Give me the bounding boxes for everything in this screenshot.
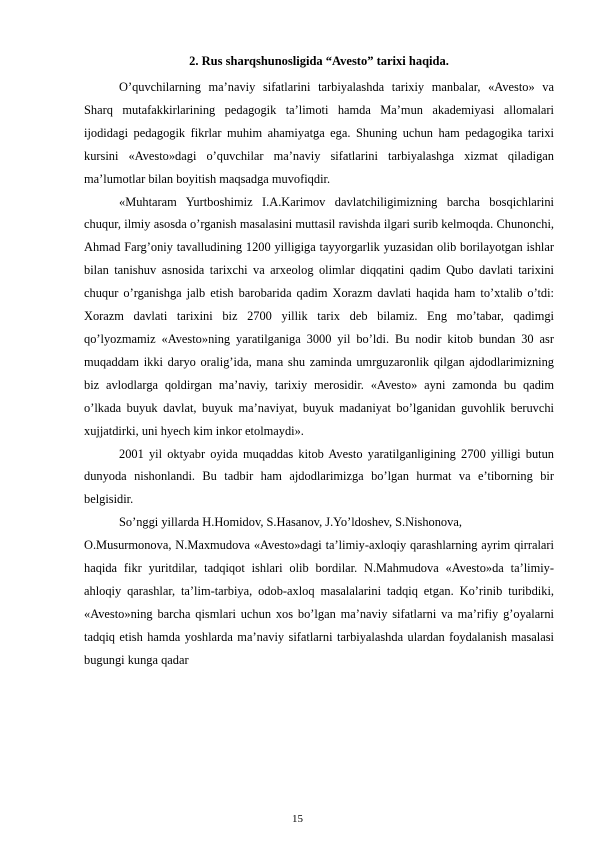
paragraph-2: «Muhtaram Yurtboshimiz I.A.Karimov davlatchiligimizning barcha bosqichlarini chuqur, ilmiy asosda o’rganish masalasini muttasil ravishda ilgari surib kelmoqda. Chunonchi, Ahmad Farg’oniy tavalludining 1200 yilligiga tayyorgarlik yuzasidan olib borilayotgan ishlar bilan tanishuv asnosida tarixchi va arxeolog olimlar diqqatini qadim Qubo davlati tarixini chuqur o’rganishga jalb etish barobarida qadim Xorazm davlati haqida ham to’xtalib o’tdi: Xorazm davlati tarixini biz 2700 yillik tarix deb bilamiz. Eng mo’tabar, qadimgi qo’lyozmamiz «Avesto»ning yaratilganiga 3000 yil bo’ldi. Bu nodir kitob bundan 30 asr muqaddam ikki daryo oralig’ida, mana shu zaminda umrguzaronlik qilgan ajdodlarimizning biz avlodlarga qoldirgan ma’naviy, tarixiy merosidir. «Avesto» ayni zamonda bu qadim o’lkada buyuk davlat, buyuk ma’naviyat, buyuk madaniyat bo’lganidan guvohlik beruvchi xujjatdirki, uni hyech kim inkor etolmaydi». [84,194,554,438]
section-heading: 2. Rus sharqshunosligida “Avesto” tarixi haqida. [189,54,449,68]
paragraph-1: O’quvchilarning ma’naviy sifatlarini tarbiyalashda tarixiy manbalar, «Avesto» va Sharq mutafakkirlarining pedagogik ta’limoti hamda Ma’mun akademiyasi allomalari ijodidagi pedagogik fikrlar muhim ahamiyatga ega. Shuning uchun ham pedagogika tarixi kursini «Avesto»dagi o’quvchilar ma’naviy sifatlarini tarbiyalashga xizmat qiladigan ma’lumotlar bilan boyitish maqsadga muvofiqdir. [84,80,554,186]
paragraph-5: O.Musurmonova, N.Maxmudova «Avesto»dagi ta’limiy-axloqiy qarashlarning ayrim qirralari haqida fikr yuritdilar, tadqiqot ishlari olib bordilar. N.Mahmudova «Avesto»da ta’limiy-ahloqiy qarashlar, ta’lim-tarbiya, odob-axloq masalalarini tadqiq etgan. Ko’rinib turibdiki, «Avesto»ning barcha qismlari uchun xos bo’lgan ma’naviy sifatlarni va ma’rifiy g’oyalarni tadqiq etish hamda yoshlarda ma’naviy sifatlarni tarbiyalashda ulardan foydalanish masalasi bugungi kunga qadar [84,538,554,667]
paragraph-4: So’nggi yillarda H.Homidov, S.Hasanov, J.Yo’ldoshev, S.Nishonova, [119,515,462,530]
paragraph-3: 2001 yil oktyabr oyida muqaddas kitob Avesto yaratilganligining 2700 yilligi butun dunyoda nishonlandi. Bu tadbir ham ajdodlarimizga bo’lgan hurmat va e’tiborning bir belgisidir. [84,446,554,507]
document-page [84,53,554,672]
page-number: 15 [292,813,303,825]
